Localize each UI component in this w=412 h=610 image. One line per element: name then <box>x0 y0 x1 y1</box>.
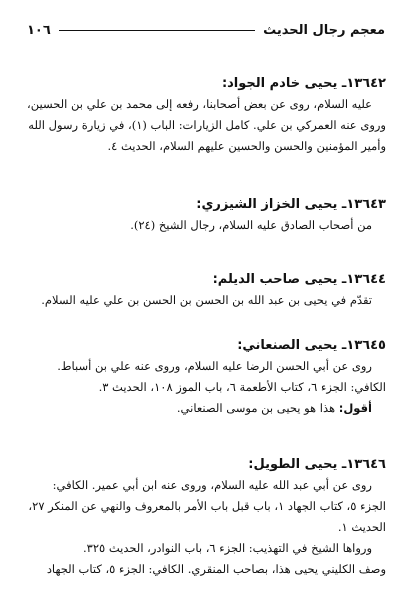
running-header <box>27 18 385 42</box>
entry-title: ١٣٦٤٦ـ يحيى الطويل: <box>248 457 386 472</box>
note-label: أقول: <box>338 401 372 415</box>
entry-text-line: الكافي: الجزء ٦، كتاب الأطعمة ٦، باب الموز ١٠٨، الحديث ٣. <box>98 380 386 394</box>
entry-text-line: وأمير المؤمنين والحسن والحسين عليهم السلام، الحديث ٤. <box>107 139 386 153</box>
entry-text-line: الحديث ١. <box>337 520 386 534</box>
entry-13644 <box>24 270 386 311</box>
running-title: معجم رجال الحديث <box>263 22 385 38</box>
entry-title: ١٣٦٤٢ـ يحيى خادم الجواد: <box>221 76 386 91</box>
page-number: ١٠٦ <box>27 22 51 38</box>
entry-title: ١٣٦٤٤ـ يحيى صاحب الديلم: <box>212 272 386 287</box>
entry-title: ١٣٦٤٣ـ يحيى الخزاز الشيزري: <box>196 197 386 212</box>
entry-text-line: وصف الكليني يحيى هذا، بصاحب المنقري. الكافي: الجزء ٥، كتاب الجهاد <box>46 562 386 576</box>
entry-text-line: تقدّم في يحيى بن عبد الله بن الحسن بن الحسن بن علي عليه السلام. <box>41 293 372 307</box>
note-text: هذا هو يحيى بن موسى الصنعاني. <box>176 401 336 415</box>
entry-text-line: عليه السلام، روى عن بعض أصحابنا، رفعه إلى محمد بن علي بن الحسين، <box>27 97 372 111</box>
entry-title: ١٣٦٤٥ـ يحيى الصنعاني: <box>237 338 386 353</box>
entry-text-line: روى عن أبي الحسن الرضا عليه السلام، وروى عنه علي بن أسباط. <box>57 359 372 373</box>
entry-text-line: وروى عنه العمركي بن علي. كامل الزيارات: الباب (١)، في زيارة رسول الله <box>28 118 386 132</box>
entry-text-line: الجزء ٥، كتاب الجهاد ١، باب قبل باب الأمر بالمعروف والنهي عن المنكر ٢٧، <box>28 499 386 513</box>
entry-text-line: ورواها الشيخ في التهذيب: الجزء ٦، باب النوادر، الحديث ٣٢٥. <box>83 541 372 555</box>
entry-text-line: روى عن أبي عبد الله عليه السلام، وروى عنه ابن أبي عمير. الكافي: <box>52 478 372 492</box>
entry-13642 <box>24 74 386 157</box>
entry-13646 <box>24 455 386 580</box>
entry-13643 <box>24 195 386 236</box>
entry-note <box>24 398 386 419</box>
header-rule <box>59 30 255 31</box>
entry-13645 <box>24 336 386 419</box>
entry-text-line: من أصحاب الصادق عليه السلام، رجال الشيخ (٢٤). <box>130 218 372 232</box>
